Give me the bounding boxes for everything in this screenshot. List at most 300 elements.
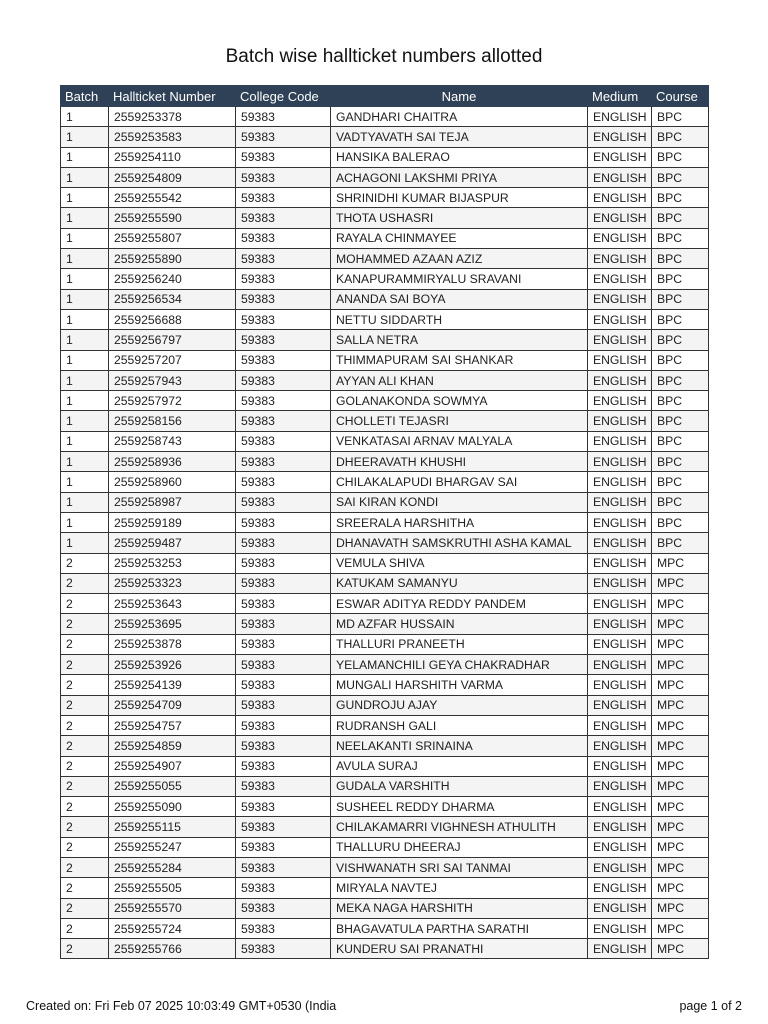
cell-batch: 2 xyxy=(61,857,109,877)
cell-name: KATUKAM SAMANYU xyxy=(331,573,588,593)
cell-hallticket-number: 2559257943 xyxy=(109,370,236,390)
cell-batch: 2 xyxy=(61,655,109,675)
cell-medium: ENGLISH xyxy=(588,391,652,411)
cell-hallticket-number: 2559253926 xyxy=(109,655,236,675)
table-row xyxy=(61,797,709,817)
cell-batch: 1 xyxy=(61,431,109,451)
cell-name: YELAMANCHILI GEYA CHAKRADHAR xyxy=(331,655,588,675)
cell-hallticket-number: 2559255807 xyxy=(109,228,236,248)
cell-batch: 1 xyxy=(61,492,109,512)
cell-batch: 1 xyxy=(61,512,109,532)
cell-name: DHANAVATH SAMSKRUTHI ASHA KAMAL xyxy=(331,533,588,553)
cell-batch: 2 xyxy=(61,878,109,898)
cell-medium: ENGLISH xyxy=(588,309,652,329)
cell-name: GUNDROJU AJAY xyxy=(331,695,588,715)
cell-batch: 1 xyxy=(61,147,109,167)
cell-college-code: 59383 xyxy=(236,655,331,675)
cell-college-code: 59383 xyxy=(236,857,331,877)
cell-medium: ENGLISH xyxy=(588,167,652,187)
cell-medium: ENGLISH xyxy=(588,228,652,248)
cell-college-code: 59383 xyxy=(236,533,331,553)
cell-course: BPC xyxy=(652,452,709,472)
cell-batch: 1 xyxy=(61,452,109,472)
cell-college-code: 59383 xyxy=(236,147,331,167)
cell-hallticket-number: 2559255890 xyxy=(109,249,236,269)
table-row xyxy=(61,695,709,715)
cell-name: GANDHARI CHAITRA xyxy=(331,107,588,127)
cell-hallticket-number: 2559257972 xyxy=(109,391,236,411)
cell-course: MPC xyxy=(652,776,709,796)
cell-batch: 2 xyxy=(61,797,109,817)
cell-college-code: 59383 xyxy=(236,634,331,654)
cell-college-code: 59383 xyxy=(236,127,331,147)
table-row xyxy=(61,553,709,573)
table-row xyxy=(61,249,709,269)
cell-course: BPC xyxy=(652,370,709,390)
cell-hallticket-number: 2559258743 xyxy=(109,431,236,451)
cell-batch: 2 xyxy=(61,837,109,857)
cell-name: ANANDA SAI BOYA xyxy=(331,289,588,309)
cell-batch: 1 xyxy=(61,107,109,127)
column-header-college-code: College Code xyxy=(236,86,331,107)
cell-hallticket-number: 2559256240 xyxy=(109,269,236,289)
cell-hallticket-number: 2559258156 xyxy=(109,411,236,431)
cell-name: RUDRANSH GALI xyxy=(331,715,588,735)
cell-hallticket-number: 2559255247 xyxy=(109,837,236,857)
cell-name: THALLURI PRANEETH xyxy=(331,634,588,654)
table-row xyxy=(61,634,709,654)
cell-college-code: 59383 xyxy=(236,350,331,370)
cell-batch: 2 xyxy=(61,715,109,735)
cell-college-code: 59383 xyxy=(236,614,331,634)
cell-name: CHOLLETI TEJASRI xyxy=(331,411,588,431)
cell-course: MPC xyxy=(652,573,709,593)
table-row xyxy=(61,370,709,390)
table-row xyxy=(61,330,709,350)
table-row xyxy=(61,857,709,877)
column-header-course: Course xyxy=(652,86,709,107)
cell-college-code: 59383 xyxy=(236,756,331,776)
cell-college-code: 59383 xyxy=(236,573,331,593)
cell-name: MOHAMMED AZAAN AZIZ xyxy=(331,249,588,269)
cell-hallticket-number: 2559254139 xyxy=(109,675,236,695)
cell-course: MPC xyxy=(652,857,709,877)
table-row xyxy=(61,655,709,675)
cell-college-code: 59383 xyxy=(236,918,331,938)
cell-course: BPC xyxy=(652,228,709,248)
cell-medium: ENGLISH xyxy=(588,939,652,959)
cell-course: BPC xyxy=(652,208,709,228)
cell-name: VISHWANATH SRI SAI TANMAI xyxy=(331,857,588,877)
column-header-hallticket-number: Hallticket Number xyxy=(109,86,236,107)
cell-course: MPC xyxy=(652,918,709,938)
cell-college-code: 59383 xyxy=(236,330,331,350)
cell-medium: ENGLISH xyxy=(588,715,652,735)
cell-medium: ENGLISH xyxy=(588,797,652,817)
cell-hallticket-number: 2559253643 xyxy=(109,594,236,614)
cell-name: AVULA SURAJ xyxy=(331,756,588,776)
table-row xyxy=(61,492,709,512)
cell-name: KUNDERU SAI PRANATHI xyxy=(331,939,588,959)
cell-course: MPC xyxy=(652,695,709,715)
cell-college-code: 59383 xyxy=(236,391,331,411)
cell-medium: ENGLISH xyxy=(588,411,652,431)
cell-medium: ENGLISH xyxy=(588,208,652,228)
page-number: page 1 of 2 xyxy=(679,999,742,1013)
cell-name: HANSIKA BALERAO xyxy=(331,147,588,167)
cell-course: BPC xyxy=(652,391,709,411)
cell-batch: 2 xyxy=(61,817,109,837)
cell-batch: 1 xyxy=(61,391,109,411)
cell-hallticket-number: 2559255505 xyxy=(109,878,236,898)
cell-name: KANAPURAMMIRYALU SRAVANI xyxy=(331,269,588,289)
cell-batch: 1 xyxy=(61,269,109,289)
cell-college-code: 59383 xyxy=(236,878,331,898)
cell-medium: ENGLISH xyxy=(588,634,652,654)
cell-college-code: 59383 xyxy=(236,167,331,187)
cell-name: NETTU SIDDARTH xyxy=(331,309,588,329)
cell-college-code: 59383 xyxy=(236,553,331,573)
cell-batch: 2 xyxy=(61,634,109,654)
cell-name: SALLA NETRA xyxy=(331,330,588,350)
cell-medium: ENGLISH xyxy=(588,289,652,309)
cell-course: BPC xyxy=(652,188,709,208)
cell-batch: 2 xyxy=(61,695,109,715)
cell-medium: ENGLISH xyxy=(588,837,652,857)
cell-hallticket-number: 2559259487 xyxy=(109,533,236,553)
cell-batch: 1 xyxy=(61,289,109,309)
cell-course: BPC xyxy=(652,249,709,269)
cell-college-code: 59383 xyxy=(236,817,331,837)
table-row xyxy=(61,167,709,187)
cell-hallticket-number: 2559258960 xyxy=(109,472,236,492)
column-header-batch: Batch xyxy=(61,86,109,107)
cell-hallticket-number: 2559255090 xyxy=(109,797,236,817)
cell-medium: ENGLISH xyxy=(588,512,652,532)
cell-medium: ENGLISH xyxy=(588,107,652,127)
cell-college-code: 59383 xyxy=(236,675,331,695)
cell-medium: ENGLISH xyxy=(588,695,652,715)
cell-course: BPC xyxy=(652,350,709,370)
cell-hallticket-number: 2559255766 xyxy=(109,939,236,959)
cell-college-code: 59383 xyxy=(236,512,331,532)
cell-course: BPC xyxy=(652,533,709,553)
cell-name: THIMMAPURAM SAI SHANKAR xyxy=(331,350,588,370)
cell-name: SUSHEEL REDDY DHARMA xyxy=(331,797,588,817)
cell-medium: ENGLISH xyxy=(588,452,652,472)
cell-batch: 2 xyxy=(61,776,109,796)
cell-hallticket-number: 2559256797 xyxy=(109,330,236,350)
cell-course: BPC xyxy=(652,127,709,147)
cell-course: BPC xyxy=(652,492,709,512)
table-row xyxy=(61,289,709,309)
table-row xyxy=(61,776,709,796)
cell-medium: ENGLISH xyxy=(588,533,652,553)
cell-medium: ENGLISH xyxy=(588,269,652,289)
cell-college-code: 59383 xyxy=(236,898,331,918)
cell-college-code: 59383 xyxy=(236,939,331,959)
cell-course: BPC xyxy=(652,107,709,127)
table-row xyxy=(61,391,709,411)
cell-college-code: 59383 xyxy=(236,452,331,472)
cell-batch: 1 xyxy=(61,472,109,492)
cell-batch: 1 xyxy=(61,249,109,269)
cell-course: MPC xyxy=(652,817,709,837)
table-row xyxy=(61,309,709,329)
hallticket-table xyxy=(60,85,709,959)
cell-medium: ENGLISH xyxy=(588,594,652,614)
cell-batch: 1 xyxy=(61,411,109,431)
cell-course: BPC xyxy=(652,309,709,329)
cell-batch: 1 xyxy=(61,208,109,228)
cell-medium: ENGLISH xyxy=(588,573,652,593)
column-header-medium: Medium xyxy=(588,86,652,107)
cell-medium: ENGLISH xyxy=(588,472,652,492)
cell-medium: ENGLISH xyxy=(588,350,652,370)
cell-batch: 2 xyxy=(61,675,109,695)
cell-hallticket-number: 2559253695 xyxy=(109,614,236,634)
cell-name: MEKA NAGA HARSHITH xyxy=(331,898,588,918)
cell-course: MPC xyxy=(652,715,709,735)
cell-hallticket-number: 2559255590 xyxy=(109,208,236,228)
cell-college-code: 59383 xyxy=(236,695,331,715)
column-header-name: Name xyxy=(331,86,588,107)
cell-course: MPC xyxy=(652,594,709,614)
cell-hallticket-number: 2559253583 xyxy=(109,127,236,147)
cell-name: ACHAGONI LAKSHMI PRIYA xyxy=(331,167,588,187)
cell-hallticket-number: 2559258987 xyxy=(109,492,236,512)
cell-medium: ENGLISH xyxy=(588,370,652,390)
cell-name: ESWAR ADITYA REDDY PANDEM xyxy=(331,594,588,614)
table-row xyxy=(61,472,709,492)
cell-college-code: 59383 xyxy=(236,492,331,512)
cell-hallticket-number: 2559254757 xyxy=(109,715,236,735)
cell-hallticket-number: 2559255115 xyxy=(109,817,236,837)
cell-name: THOTA USHASRI xyxy=(331,208,588,228)
table-row xyxy=(61,898,709,918)
cell-hallticket-number: 2559254859 xyxy=(109,736,236,756)
cell-batch: 2 xyxy=(61,594,109,614)
cell-course: BPC xyxy=(652,289,709,309)
cell-course: BPC xyxy=(652,167,709,187)
cell-hallticket-number: 2559255542 xyxy=(109,188,236,208)
cell-medium: ENGLISH xyxy=(588,736,652,756)
cell-batch: 1 xyxy=(61,309,109,329)
cell-batch: 1 xyxy=(61,167,109,187)
cell-name: SREERALA HARSHITHA xyxy=(331,512,588,532)
cell-batch: 1 xyxy=(61,370,109,390)
table-row xyxy=(61,411,709,431)
table-row xyxy=(61,147,709,167)
cell-batch: 1 xyxy=(61,127,109,147)
cell-medium: ENGLISH xyxy=(588,898,652,918)
cell-college-code: 59383 xyxy=(236,228,331,248)
cell-course: BPC xyxy=(652,512,709,532)
table-row xyxy=(61,837,709,857)
cell-course: BPC xyxy=(652,411,709,431)
cell-name: BHAGAVATULA PARTHA SARATHI xyxy=(331,918,588,938)
cell-batch: 2 xyxy=(61,573,109,593)
cell-hallticket-number: 2559255724 xyxy=(109,918,236,938)
cell-name: GOLANAKONDA SOWMYA xyxy=(331,391,588,411)
cell-batch: 2 xyxy=(61,898,109,918)
cell-college-code: 59383 xyxy=(236,188,331,208)
created-timestamp: Created on: Fri Feb 07 2025 10:03:49 GMT+0530 (India xyxy=(26,999,337,1013)
cell-medium: ENGLISH xyxy=(588,878,652,898)
page-title: Batch wise hallticket numbers allotted xyxy=(225,46,543,67)
cell-college-code: 59383 xyxy=(236,736,331,756)
cell-batch: 2 xyxy=(61,939,109,959)
cell-hallticket-number: 2559253378 xyxy=(109,107,236,127)
cell-medium: ENGLISH xyxy=(588,776,652,796)
cell-name: NEELAKANTI SRINAINA xyxy=(331,736,588,756)
cell-hallticket-number: 2559256688 xyxy=(109,309,236,329)
cell-course: BPC xyxy=(652,147,709,167)
cell-name: VEMULA SHIVA xyxy=(331,553,588,573)
cell-hallticket-number: 2559254110 xyxy=(109,147,236,167)
cell-course: MPC xyxy=(652,756,709,776)
cell-hallticket-number: 2559254709 xyxy=(109,695,236,715)
cell-college-code: 59383 xyxy=(236,107,331,127)
cell-college-code: 59383 xyxy=(236,249,331,269)
cell-name: VENKATASAI ARNAV MALYALA xyxy=(331,431,588,451)
cell-course: MPC xyxy=(652,939,709,959)
cell-name: DHEERAVATH KHUSHI xyxy=(331,452,588,472)
cell-hallticket-number: 2559257207 xyxy=(109,350,236,370)
cell-course: MPC xyxy=(652,614,709,634)
table-row xyxy=(61,918,709,938)
table-row xyxy=(61,188,709,208)
cell-college-code: 59383 xyxy=(236,797,331,817)
cell-name: MIRYALA NAVTEJ xyxy=(331,878,588,898)
table-row xyxy=(61,269,709,289)
cell-college-code: 59383 xyxy=(236,837,331,857)
cell-name: MUNGALI HARSHITH VARMA xyxy=(331,675,588,695)
cell-medium: ENGLISH xyxy=(588,817,652,837)
cell-course: BPC xyxy=(652,431,709,451)
table-row xyxy=(61,878,709,898)
table-body xyxy=(61,107,709,959)
cell-name: AYYAN ALI KHAN xyxy=(331,370,588,390)
cell-hallticket-number: 2559258936 xyxy=(109,452,236,472)
cell-college-code: 59383 xyxy=(236,411,331,431)
table-row xyxy=(61,939,709,959)
cell-name: CHILAKALAPUDI BHARGAV SAI xyxy=(331,472,588,492)
cell-batch: 2 xyxy=(61,553,109,573)
cell-college-code: 59383 xyxy=(236,715,331,735)
cell-hallticket-number: 2559254809 xyxy=(109,167,236,187)
cell-batch: 2 xyxy=(61,614,109,634)
cell-batch: 1 xyxy=(61,350,109,370)
cell-hallticket-number: 2559253878 xyxy=(109,634,236,654)
cell-medium: ENGLISH xyxy=(588,655,652,675)
cell-name: MD AZFAR HUSSAIN xyxy=(331,614,588,634)
table-row xyxy=(61,228,709,248)
table-row xyxy=(61,817,709,837)
cell-hallticket-number: 2559256534 xyxy=(109,289,236,309)
cell-college-code: 59383 xyxy=(236,289,331,309)
table-row xyxy=(61,594,709,614)
cell-medium: ENGLISH xyxy=(588,431,652,451)
cell-college-code: 59383 xyxy=(236,309,331,329)
cell-course: BPC xyxy=(652,269,709,289)
cell-medium: ENGLISH xyxy=(588,127,652,147)
cell-name: GUDALA VARSHITH xyxy=(331,776,588,796)
cell-college-code: 59383 xyxy=(236,472,331,492)
cell-batch: 2 xyxy=(61,736,109,756)
cell-course: MPC xyxy=(652,736,709,756)
cell-hallticket-number: 2559254907 xyxy=(109,756,236,776)
cell-medium: ENGLISH xyxy=(588,675,652,695)
table-row xyxy=(61,107,709,127)
cell-hallticket-number: 2559253323 xyxy=(109,573,236,593)
cell-medium: ENGLISH xyxy=(588,330,652,350)
table-row xyxy=(61,614,709,634)
table-row xyxy=(61,431,709,451)
cell-batch: 1 xyxy=(61,188,109,208)
cell-name: VADTYAVATH SAI TEJA xyxy=(331,127,588,147)
cell-medium: ENGLISH xyxy=(588,756,652,776)
cell-hallticket-number: 2559255055 xyxy=(109,776,236,796)
table-row xyxy=(61,208,709,228)
cell-hallticket-number: 2559255284 xyxy=(109,857,236,877)
table-row xyxy=(61,715,709,735)
cell-name: THALLURU DHEERAJ xyxy=(331,837,588,857)
cell-college-code: 59383 xyxy=(236,594,331,614)
cell-course: MPC xyxy=(652,797,709,817)
cell-medium: ENGLISH xyxy=(588,147,652,167)
cell-course: MPC xyxy=(652,655,709,675)
cell-hallticket-number: 2559255570 xyxy=(109,898,236,918)
table-row xyxy=(61,533,709,553)
cell-medium: ENGLISH xyxy=(588,553,652,573)
table-row xyxy=(61,127,709,147)
cell-name: SAI KIRAN KONDI xyxy=(331,492,588,512)
cell-course: MPC xyxy=(652,553,709,573)
cell-batch: 1 xyxy=(61,330,109,350)
table-header-row xyxy=(61,86,709,107)
cell-batch: 1 xyxy=(61,228,109,248)
cell-medium: ENGLISH xyxy=(588,249,652,269)
table-row xyxy=(61,736,709,756)
cell-name: CHILAKAMARRI VIGHNESH ATHULITH xyxy=(331,817,588,837)
cell-batch: 2 xyxy=(61,756,109,776)
cell-hallticket-number: 2559253253 xyxy=(109,553,236,573)
cell-college-code: 59383 xyxy=(236,370,331,390)
table-row xyxy=(61,350,709,370)
table-row xyxy=(61,675,709,695)
cell-medium: ENGLISH xyxy=(588,614,652,634)
table-row xyxy=(61,512,709,532)
cell-batch: 2 xyxy=(61,918,109,938)
table-row xyxy=(61,452,709,472)
cell-college-code: 59383 xyxy=(236,208,331,228)
cell-college-code: 59383 xyxy=(236,776,331,796)
cell-medium: ENGLISH xyxy=(588,188,652,208)
cell-course: MPC xyxy=(652,898,709,918)
cell-course: BPC xyxy=(652,472,709,492)
cell-college-code: 59383 xyxy=(236,269,331,289)
cell-course: BPC xyxy=(652,330,709,350)
cell-college-code: 59383 xyxy=(236,431,331,451)
cell-course: MPC xyxy=(652,634,709,654)
cell-hallticket-number: 2559259189 xyxy=(109,512,236,532)
cell-medium: ENGLISH xyxy=(588,918,652,938)
table-row xyxy=(61,756,709,776)
cell-medium: ENGLISH xyxy=(588,857,652,877)
cell-course: MPC xyxy=(652,878,709,898)
table-row xyxy=(61,573,709,593)
